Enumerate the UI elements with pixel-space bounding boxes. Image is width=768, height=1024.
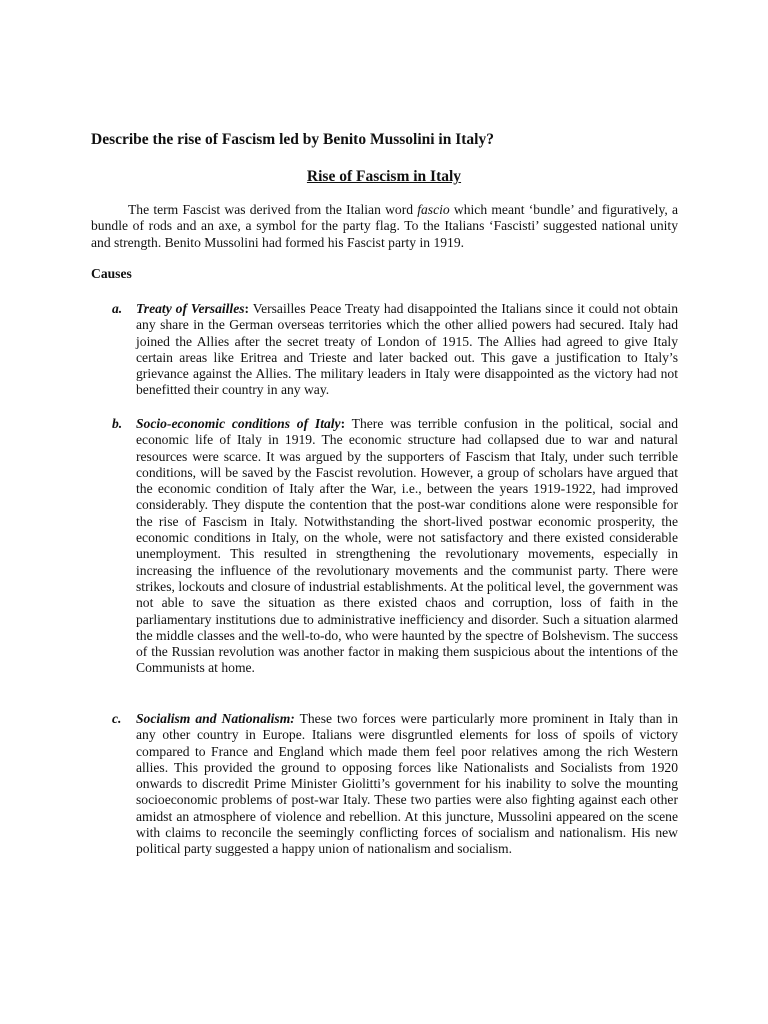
intro-paragraph [91,202,678,251]
cause-text: These two forces were particularly more prominent in Italy than in any other country in Europe. Italians were disgruntled elements for loss of spoils of victory compared to France and England which made them feel poor relatives among the rich Western allies. This provided the ground to opposing forces like Nationalists and Socialists from 1920 onwards to discredit Prime Minister Giolitti’s government for his inability to solve the mounting socioeconomic problems of post-war Italy. These two parties were also fighting against each other amidst an atmosphere of violence and rebellion. At this juncture, Mussolini appeared on the scene with claims to reconcile the seemingly conflicting forces of socialism and nationalism. His new political party suggested a happy union of nationalism and socialism. [136,711,678,857]
cause-text: There was terrible confusion in the political, social and economic life of Italy in 1919. The economic structure had collapsed due to war and natural resources were scarce. It was argued by the supporters of Fascism that Italy, under such terrible conditions, will be saved by the Fascist revolution. However, a group of scholars have argued that the economic condition of Italy after the War, i.e., between the years 1919-1922, had improved considerably. They dispute the contention that the post-war conditions alone were responsible for the rise of Fascism in Italy. Notwithstanding the short-lived postwar economic prosperity, the economic conditions in Italy, on the whole, were not satisfactory and there existed considerable unemployment. This resulted in strengthening the revolutionary movements, especially in increasing the influence of the revolutionary movements and the communist party. There were strikes, lockouts and closure of industrial establishments. At the political level, the government was not able to save the situation as there existed chaos and corruption, loss of faith in the parliamentary institutions due to administrative inefficiency and disorder. Such a situation alarmed the middle classes and the well-to-do, who were haunted by the spectre of Bolshevism. The success of the Russian revolution was another factor in making them suspicious about the intentions of the Communists at home. [136,416,678,676]
cause-body [136,416,678,677]
cause-separator: : [340,416,346,431]
cause-body [136,711,678,858]
question-heading: Describe the rise of Fascism led by Benito Mussolini in Italy? [91,131,494,148]
cause-marker: c. [112,711,122,726]
cause-item-socialism-nationalism [91,711,678,858]
cause-heading: Treaty of Versailles [136,301,245,316]
cause-separator: : [244,301,250,316]
title-text: Rise of Fascism in Italy [306,168,462,185]
cause-body [136,301,678,399]
cause-item-socio-economic [91,416,678,677]
causes-heading: Causes [91,266,132,281]
page-title [0,167,768,187]
cause-marker: b. [112,416,123,431]
cause-heading: Socio-economic conditions of Italy [136,416,341,431]
intro-text-part2: which meant ‘bundle’ and figuratively, a bundle of rods and an axe, a symbol for the party flag. To the Italians ‘Fascisti’ suggested national unity and strength. Benito Mussolini had formed his Fascist party in 1919. [91,202,679,250]
intro-italic-word: fascio [417,202,450,217]
intro-text-part1: The term Fascist was derived from the Italian word [128,202,418,217]
cause-marker: a. [112,301,123,316]
cause-text: Versailles Peace Treaty had disappointed the Italians since it could not obtain any share in the German overseas territories which the other allied powers had secured. Italy had joined the Allies after the secret treaty of London of 1915. The Allies had agreed to give Italy certain areas like Eritrea and Trieste and later backed out. This gave a justification to Italy’s grievance against the Allies. The military leaders in Italy were disappointed as the victory had not benefitted their country in any way. [136,301,678,398]
cause-heading: Socialism and Nationalism: [136,711,295,726]
cause-item-treaty-of-versailles [91,301,678,399]
